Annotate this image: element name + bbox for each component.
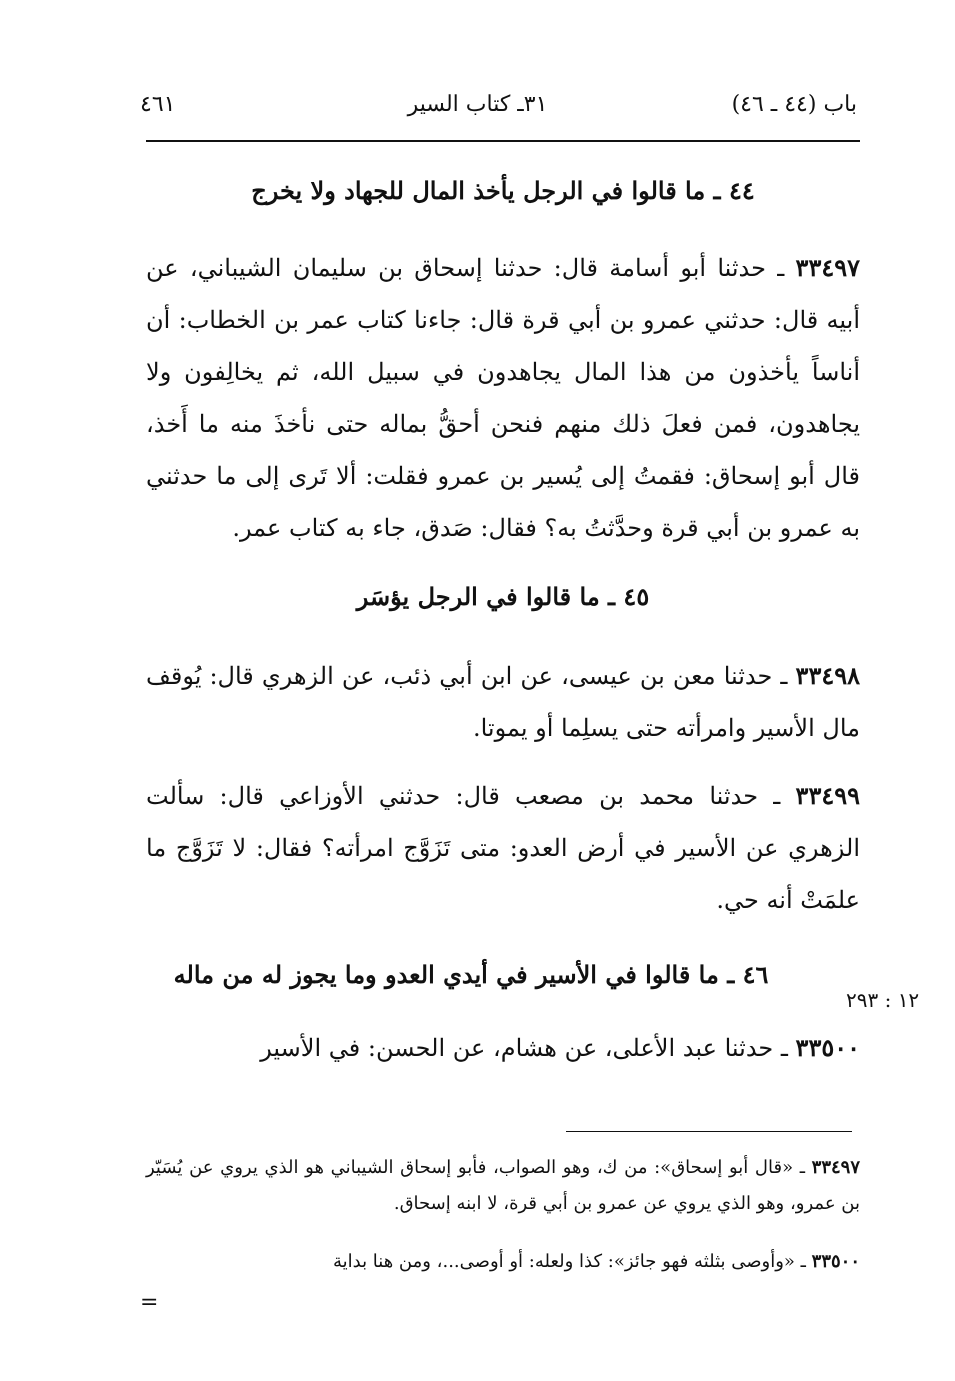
section-heading: ٤٤ ـ ما قالوا في الرجل يأخذ المال للجهاد ولا يخرج	[251, 176, 755, 205]
hadith-entry	[146, 770, 860, 926]
footnote	[146, 1244, 860, 1280]
hadith-text: ـ حدثنا محمد بن مصعب قال: حدثني الأوزاعي قال: سألت الزهري عن الأسير في أرض العدو: متى تَزَوَّج امرأته؟ فقال: لا تَزَوَّج ما علمَتْ أنه حي.	[146, 782, 860, 914]
footnote-text: ـ «وأوصى بثلثه فهو جائز»: كذا ولعله: أو أوصى...، ومن هنا بداية	[332, 1251, 812, 1272]
running-header-chapter: باب (٤٤ ـ ٤٦)	[731, 92, 857, 117]
hadith-text: ـ حدثنا عبد الأعلى، عن هشام، عن الحسن: في الأسير	[260, 1034, 796, 1062]
footnote-rule	[566, 1131, 852, 1132]
hadith-number: ٣٣٤٩٧	[795, 253, 860, 282]
footnote-number: ٣٣٤٩٧	[811, 1157, 860, 1178]
margin-reference: ١٢ : ٢٩٣	[846, 988, 920, 1012]
hadith-entry	[146, 1022, 860, 1074]
section-heading: ٤٥ ـ ما قالوا في الرجل يؤسَر	[356, 582, 650, 611]
hadith-text: ـ حدثنا أبو أسامة قال: حدثنا إسحاق بن سليمان الشيباني، عن أبيه قال: حدثني عمرو بن أبي قرة قال: جاءنا كتاب عمر بن الخطاب: أن أناساً يأخذون من هذا المال يجاهدون في سبيل الله، ثم يخالِفون ولا يجاهدون، فمن فعلَ ذلك منهم فنحن أحقُّ بماله حتى نأخذَ منه ما أَخذ، قال أبو إسحاق: فقمتُ إلى يُسير بن عمرو فقلت: ألا تَرى إلى ما حدثني به عمرو بن أبي قرة وحدَّثتُ به؟ فقال: صَدق، جاء به كتاب عمر.	[146, 254, 860, 542]
hadith-text: ـ حدثنا معن بن عيسى، عن ابن أبي ذئب، عن الزهري قال: يُوقف مال الأسير وامرأته حتى يسلِما أو يموتا.	[146, 662, 860, 742]
header-rule	[146, 140, 860, 142]
page-number: ٤٦١	[140, 92, 176, 117]
hadith-number: ٣٣٥٠٠	[795, 1033, 860, 1062]
hadith-entry	[146, 650, 860, 754]
hadith-entry	[146, 242, 860, 554]
footnote-text: ـ «قال أبو إسحاق»: من ك، وهو الصواب، فأبو إسحاق الشيباني هو الذي يروي عن يُسَيّر بن عمرو، وهو الذي يروي عن عمرو بن أبي قرة، لا ابنه إسحاق.	[146, 1157, 860, 1214]
hadith-number: ٣٣٤٩٨	[795, 661, 860, 690]
footnote	[146, 1150, 860, 1222]
footnote-number: ٣٣٥٠٠	[811, 1251, 860, 1272]
hadith-number: ٣٣٤٩٩	[795, 781, 860, 810]
continuation-mark: =	[140, 1290, 159, 1315]
section-heading: ٤٦ ـ ما قالوا في الأسير في أيدي العدو وما يجوز له من ماله	[173, 960, 769, 989]
running-header-book: ٣١ـ كتاب السير	[407, 92, 548, 117]
